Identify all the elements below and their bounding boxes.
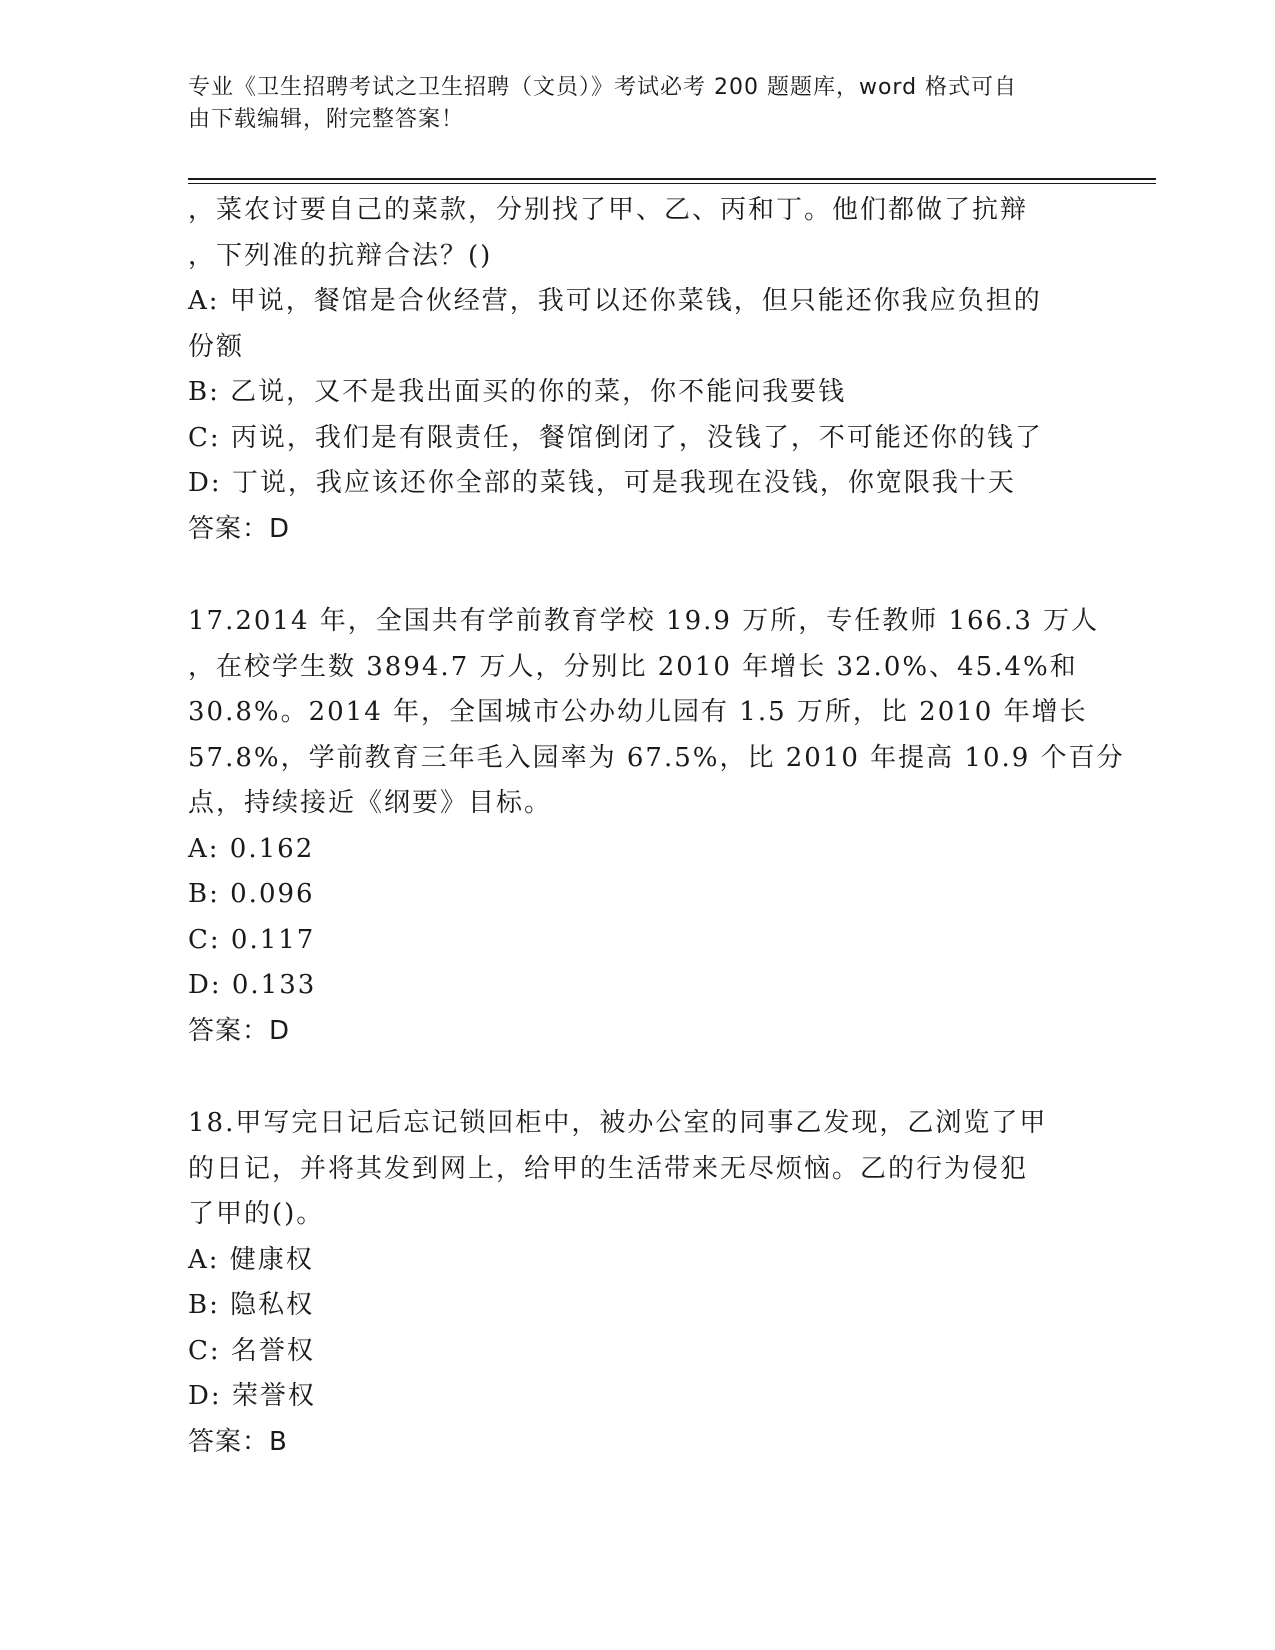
- question-18: [188, 1101, 1088, 1465]
- option-d: D: 丁说，我应该还你全部的菜钱，可是我现在没钱，你宽限我十天: [188, 468, 1016, 498]
- question-stem-line: ，在校学生数 3894.7 万人，分别比 2010 年增长 32.0%、45.4%和: [188, 651, 1078, 682]
- question-stem-line: 的日记，并将其发到网上，给甲的生活带来无尽烦恼。乙的行为侵犯: [188, 1153, 1029, 1184]
- option-c: C: 名誉权: [188, 1335, 315, 1366]
- question-stem-line: 点，持续接近《纲要》目标。: [188, 788, 553, 818]
- option-a: A: 0.162: [188, 833, 315, 864]
- option-a: A: 甲说，餐馆是合伙经营，我可以还你菜钱，但只能还你我应负担的: [188, 286, 1042, 316]
- header-divider-thick: [188, 178, 1156, 180]
- question-stem-line: 57.8%，学前教育三年毛入园率为 67.5%，比 2010 年提高 10.9 个百分: [188, 742, 1125, 773]
- header-line-1: 专业《卫生招聘考试之卫生招聘（文员）》考试必考 200 题题库，word 格式可自: [188, 75, 1018, 100]
- option-b: B: 乙说，又不是我出面买的你的菜，你不能问我要钱: [188, 377, 847, 407]
- question-spacer: [188, 1054, 1088, 1101]
- question-16: [188, 188, 1088, 552]
- question-17: [188, 599, 1125, 1054]
- option-b: B: 0.096: [188, 879, 315, 909]
- option-c: C: 丙说，我们是有限责任，餐馆倒闭了，没钱了，不可能还你的钱了: [188, 422, 1043, 453]
- answer: 答案：D: [188, 513, 291, 544]
- question-list: [188, 188, 1125, 1465]
- question-stem-line: 了甲的()。: [188, 1199, 325, 1229]
- document-header: [188, 72, 1068, 136]
- question-spacer: [188, 552, 1088, 599]
- question-stem-line: 17.2014 年，全国共有学前教育学校 19.9 万所，专任教师 166.3 万人: [188, 606, 1100, 636]
- option-b: B: 隐私权: [188, 1290, 315, 1320]
- option-a: A: 健康权: [188, 1244, 314, 1275]
- header-line-2: 由下载编辑，附完整答案！: [188, 107, 465, 132]
- answer: 答案：D: [188, 1015, 291, 1046]
- option-c: C: 0.117: [188, 924, 316, 955]
- question-stem-line: 30.8%。2014 年，全国城市公办幼儿园有 1.5 万所，比 2010 年增长: [188, 697, 1088, 727]
- question-stem-line: ，下列准的抗辩合法？(): [188, 240, 493, 271]
- question-stem-line: 18.甲写完日记后忘记锁回柜中，被办公室的同事乙发现，乙浏览了甲: [188, 1108, 1048, 1138]
- option-d: D: 0.133: [188, 970, 317, 1000]
- header-divider-thin: [188, 183, 1156, 184]
- option-a-continued: 份额: [188, 331, 245, 362]
- question-stem-line: ，菜农讨要自己的菜款，分别找了甲、乙、丙和丁。他们都做了抗辩: [188, 195, 1029, 225]
- option-d: D: 荣誉权: [188, 1381, 316, 1411]
- answer: 答案：B: [188, 1426, 288, 1457]
